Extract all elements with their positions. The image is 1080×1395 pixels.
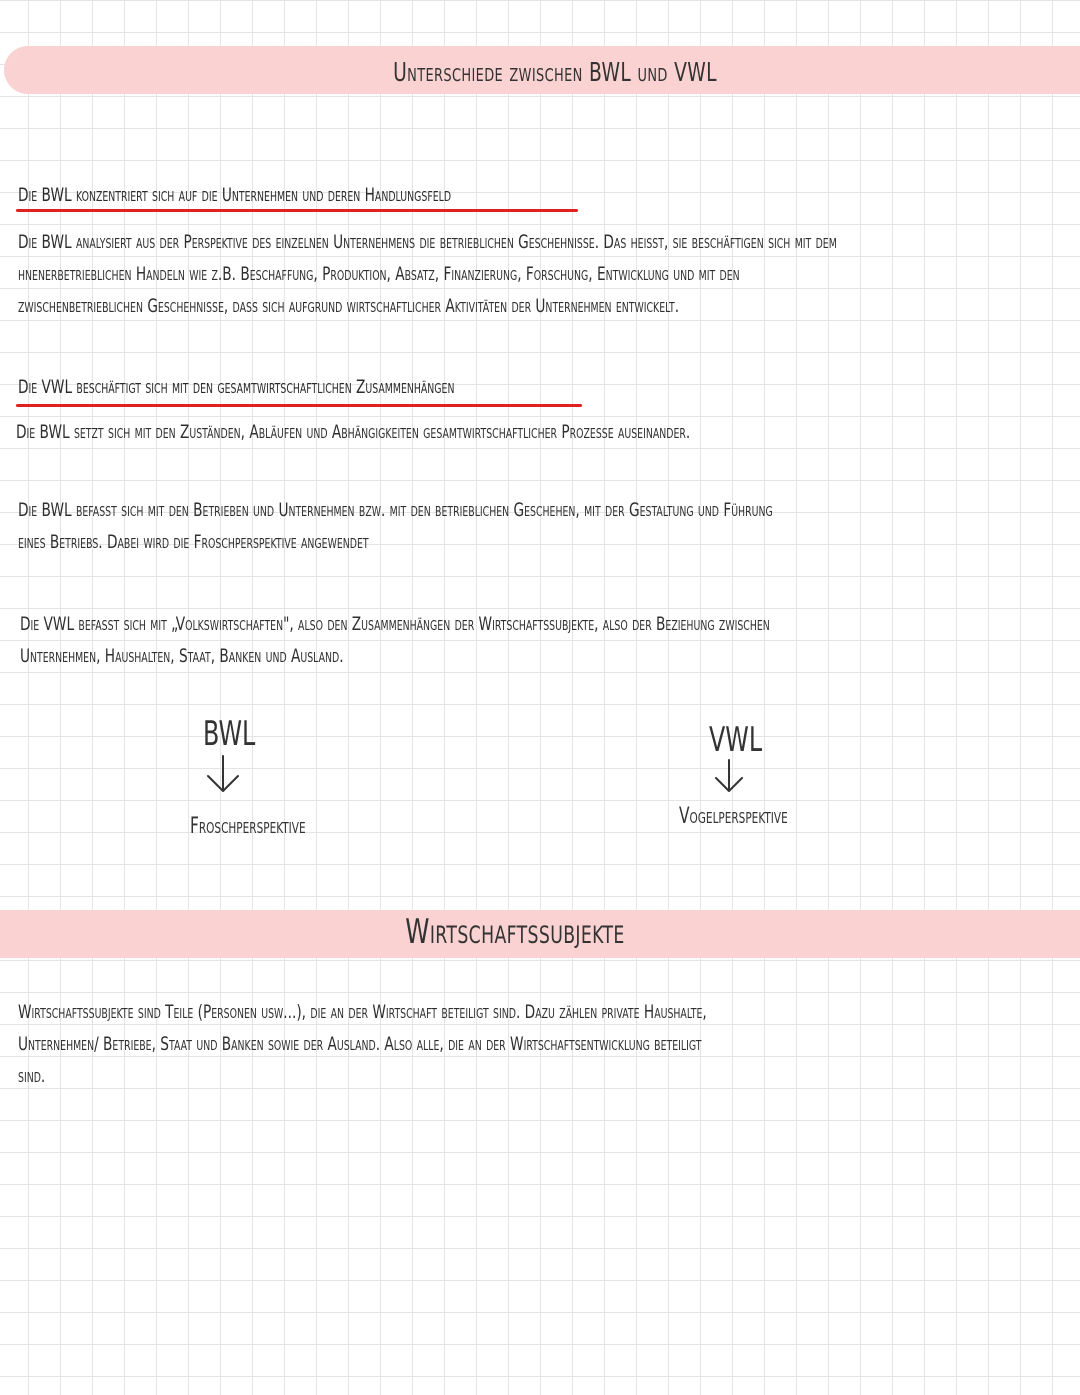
paragraph-line: Unternehmen, Haushalten, Staat, Banken und Ausland.: [20, 645, 344, 667]
paragraph-line: zwischenbetrieblichen Geschehnisse, dass sich aufgrund wirtschaftlicher Aktivitäten der Unternehmen entwickelt.: [18, 295, 680, 317]
paragraph-line: Wirtschaftssubjekte sind Teile (Personen usw...), die an der Wirtschaft beteiligt sind. Dazu zählen private Haushalte,: [18, 1001, 707, 1023]
down-arrow-icon: [712, 758, 746, 794]
paragraph-line: eines Betriebs. Dabei wird die Froschperspektive angewendet: [18, 531, 369, 553]
paragraph-line: Die BWL befasst sich mit den Betrieben und Unternehmen bzw. mit den betrieblichen Geschehen, mit der Gestaltung und Führung: [18, 499, 773, 521]
diagram-vwl-result: Vogelperspektive: [679, 804, 788, 829]
paragraph-bwl-frosch: [18, 494, 773, 558]
paragraph-bwl: [18, 226, 837, 322]
heading-bwl: Die BWL konzentriert sich auf die Unternehmen und deren Handlungsfeld: [18, 184, 452, 206]
section-title: Wirtschaftssubjekte: [405, 912, 625, 952]
paragraph-line: Die BWL analysiert aus der Perspektive des einzelnen Unternehmens die betrieblichen Geschehnisse. Das heißt, sie beschäftigen sich mit dem: [18, 231, 837, 253]
paragraph-subjekte: [18, 996, 707, 1092]
heading-vwl: Die VWL beschäftigt sich mit den gesamtwirtschaftlichen Zusammenhängen: [18, 376, 455, 398]
heading-vwl-underline: [16, 404, 582, 407]
paragraph-vwl: [16, 416, 690, 448]
diagram-bwl-label: BWL: [203, 714, 256, 754]
paragraph-line: hnenerbetrieblichen Handeln wie z.B. Beschaffung, Produktion, Absatz, Finanzierung, Forschung, Entwicklung und mit den: [18, 263, 740, 285]
down-arrow-icon: [204, 754, 242, 794]
paragraph-line: Die VWL befasst sich mit „Volkswirtschaften", also den Zusammenhängen der Wirtschaftssubjekte, also der Beziehung zwischen: [20, 613, 770, 635]
diagram-vwl-label: VWL: [709, 720, 763, 760]
paragraph-line: Unternehmen/ Betriebe, Staat und Banken sowie der Ausland. Also alle, die an der Wirtschaftsentwicklung beteiligt: [18, 1033, 702, 1055]
heading-bwl-underline: [16, 209, 578, 212]
paragraph-vwl-vogel: [20, 608, 770, 672]
paragraph-line: sind.: [18, 1065, 46, 1087]
page-title: Unterschiede zwischen BWL und VWL: [393, 58, 717, 88]
paragraph-line: Die BWL setzt sich mit den Zuständen, Abläufen und Abhängigkeiten gesamtwirtschaftlicher Prozesse auseinander.: [16, 421, 691, 443]
diagram-bwl-result: Froschperspektive: [190, 814, 306, 839]
